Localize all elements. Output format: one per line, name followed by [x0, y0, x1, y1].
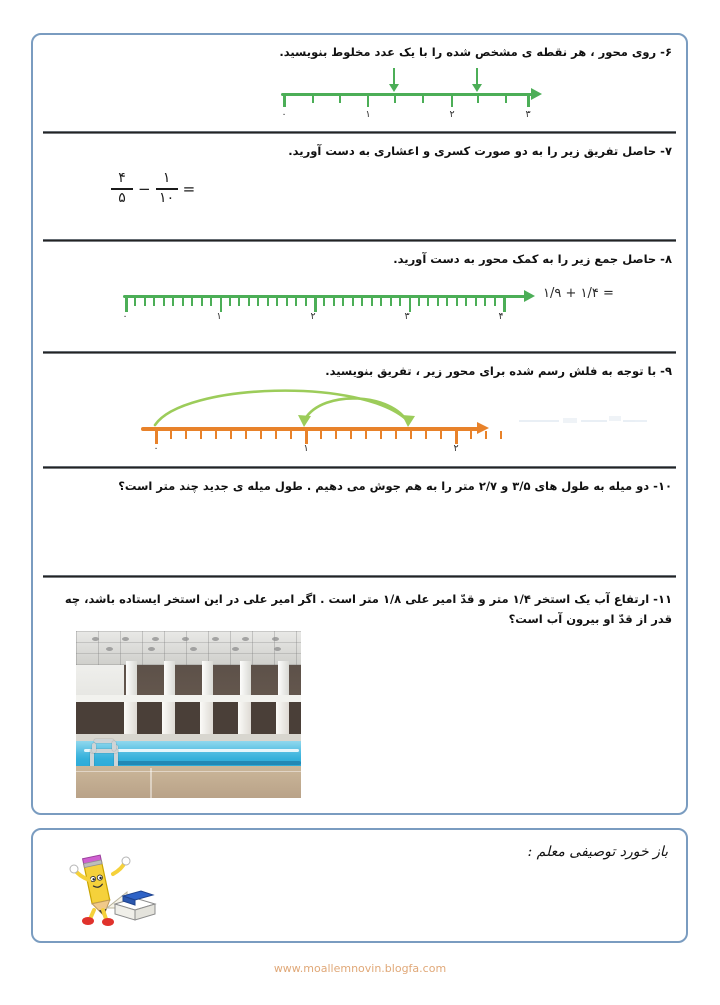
fraction-numerator: ۴ [118, 169, 126, 186]
axis-tick-minor [257, 298, 259, 306]
axis-label: ۱ [216, 310, 222, 322]
axis-tick-minor [182, 298, 184, 306]
question-10-text: ۱۰- دو میله به طول های ۳/۵ و ۲/۷ متر را به هم جوش می دهیم . طول میله ی جدید چند متر است؟ [118, 479, 672, 493]
axis-tick-minor [267, 298, 269, 306]
axis-tick-minor [134, 298, 136, 306]
axis-tick-minor [422, 96, 424, 103]
axis-tick-minor [210, 298, 212, 306]
pencil-mascot-icon [61, 848, 161, 928]
axis-label: ۳ [404, 310, 410, 322]
fraction-denominator: ۱۰ [159, 190, 175, 207]
question-8-text: ۸- حاصل جمع زیر را به کمک محور به دست آورید. [393, 252, 672, 266]
axis-label: ۱ [365, 108, 371, 120]
axis-tick-minor [144, 298, 146, 306]
axis-tick-minor [399, 298, 401, 306]
answer-placeholder [519, 413, 647, 427]
axis-tick-minor [380, 298, 382, 306]
axis-tick-minor [286, 298, 288, 306]
axis-tick-minor [352, 298, 354, 306]
axis-tick-major [367, 96, 370, 107]
axis-label: ۰ [281, 108, 287, 120]
question-6-text: ۶- روی محور ، هر نقطه ی مشخص شده را با یک عدد مخلوط بنویسید. [279, 45, 672, 59]
jump-arcs [33, 385, 493, 455]
axis-arrowhead-icon [531, 88, 542, 100]
axis-tick-major [220, 298, 223, 312]
axis-tick-minor [500, 431, 502, 439]
axis-arrowhead-icon [524, 290, 535, 302]
question-8-expression: ۱/۹ + ۱/۴ = [543, 285, 614, 301]
axis-tick-minor [394, 96, 396, 103]
axis-label: ۴ [498, 310, 504, 322]
axis-tick-major [314, 298, 317, 312]
axis-tick-minor [305, 298, 307, 306]
axis-tick-minor [339, 96, 341, 103]
swimming-pool-image [76, 631, 301, 798]
question-8-number-line [33, 273, 686, 335]
axis-label: ۳ [525, 108, 531, 120]
axis-tick-minor [437, 298, 439, 306]
axis-tick-minor [361, 298, 363, 306]
fraction-denominator: ۵ [118, 190, 126, 207]
axis-label: ۲ [310, 310, 316, 322]
question-10-answer-space[interactable] [33, 500, 686, 564]
fraction-second [156, 171, 178, 207]
axis-tick-major [283, 96, 286, 107]
axis-tick-minor [446, 298, 448, 306]
axis-tick-minor [248, 298, 250, 306]
footer-url[interactable]: www.moallemnovin.blogfa.com [273, 962, 447, 975]
question-8 [33, 242, 686, 351]
axis-tick-minor [484, 298, 486, 306]
question-6 [33, 35, 686, 131]
teacher-feedback-card [31, 828, 688, 943]
axis-tick-minor [456, 298, 458, 306]
axis-tick-minor [465, 298, 467, 306]
teacher-feedback-label: باز خورد توصیفی معلم : [527, 844, 668, 860]
axis-tick-major [451, 96, 454, 107]
axis-tick-minor [477, 96, 479, 103]
point-marker-arrow-icon [471, 68, 483, 93]
axis-tick-minor [475, 298, 477, 306]
axis-tick-minor [201, 298, 203, 306]
question-10 [33, 469, 686, 575]
axis-tick-minor [427, 298, 429, 306]
axis-tick-minor [494, 298, 496, 306]
axis-tick-minor [238, 298, 240, 306]
equals-sign: = [182, 179, 196, 198]
axis-tick-minor [153, 298, 155, 306]
question-7-text: ۷- حاصل تفریق زیر را به دو صورت کسری و اعشاری به دست آورید. [288, 144, 672, 158]
axis-tick-minor [312, 96, 314, 103]
axis-label: ۱ [303, 442, 309, 454]
axis-tick-minor [333, 298, 335, 306]
axis-tick-minor [323, 298, 325, 306]
question-6-number-line [33, 66, 686, 124]
point-marker-arrow-icon [388, 68, 400, 93]
axis-tick-minor [342, 298, 344, 306]
axis-tick-minor [191, 298, 193, 306]
axis-label: ۰ [122, 310, 128, 322]
axis-tick-major [409, 298, 412, 312]
axis-tick-minor [505, 96, 507, 103]
question-7 [33, 134, 686, 239]
axis-line [281, 93, 533, 97]
axis-tick-major [503, 298, 506, 312]
axis-tick-minor [390, 298, 392, 306]
axis-tick-minor [276, 298, 278, 306]
minus-operator: − [138, 179, 151, 198]
axis-tick-minor [229, 298, 231, 306]
fraction-first [111, 171, 133, 207]
axis-tick-minor [163, 298, 165, 306]
fraction-numerator: ۱ [162, 169, 171, 186]
question-7-expression [33, 165, 686, 231]
question-9 [33, 354, 686, 466]
axis-tick-major [125, 298, 128, 312]
axis-label: ۲ [453, 442, 459, 454]
axis-tick-minor [371, 298, 373, 306]
axis-tick-minor [418, 298, 420, 306]
question-9-number-line [33, 385, 686, 455]
question-9-text: ۹- با توجه به فلش رسم شده برای محور زیر ، تفریق بنویسید. [325, 364, 672, 378]
axis-label: ۰ [153, 442, 159, 454]
axis-tick-minor [295, 298, 297, 306]
question-11-text: ۱۱- ارتفاع آب یک استخر ۱/۴ متر و قدّ امیر علی ۱/۸ متر است . اگر امیر علی در این استخر ایستاده باشد، چه قدر از قدّ او بیرون آب است؟ [64, 592, 672, 626]
axis-tick-major [527, 96, 530, 107]
axis-tick-minor [172, 298, 174, 306]
axis-label: ۲ [449, 108, 455, 120]
